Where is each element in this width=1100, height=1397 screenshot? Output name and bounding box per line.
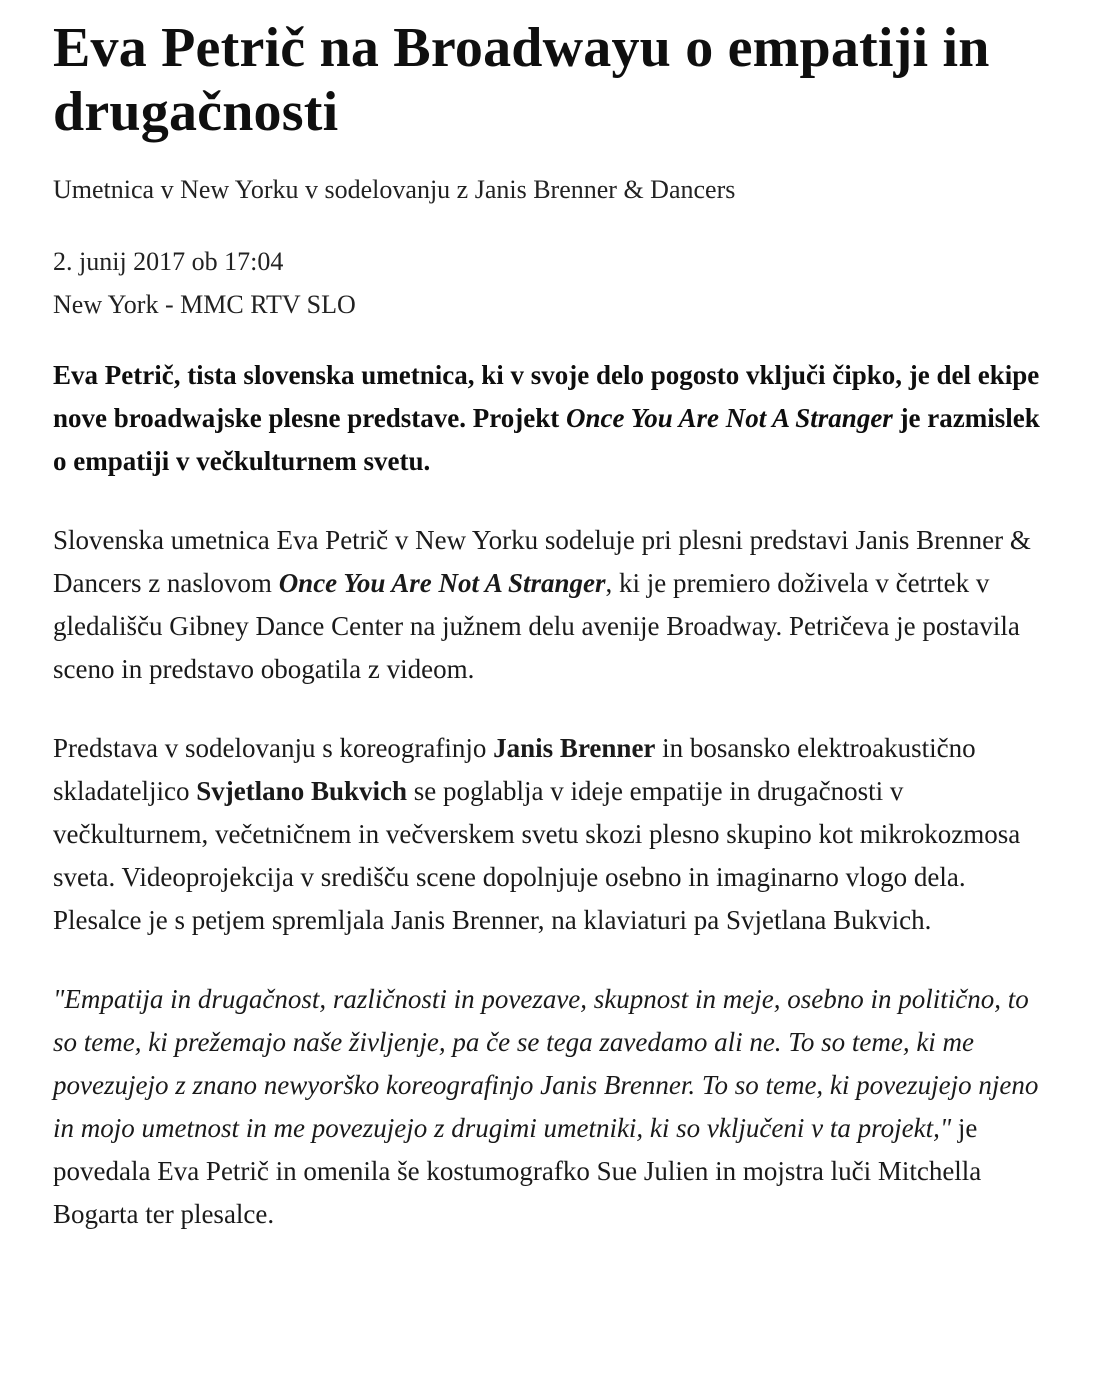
- composer-name: Svjetlano Bukvich: [196, 776, 407, 806]
- article-title: Eva Petrič na Broadwayu o empatiji in drugačnosti: [53, 17, 990, 143]
- article-paragraph-1: [53, 519, 1048, 691]
- article-lead: [53, 354, 1048, 483]
- paragraph-3-text: je povedala Eva Petrič in omenila še kostumografko Sue Julien in mojstra luči Mitchella Bogarta ter plesalce.: [53, 1113, 982, 1229]
- article-date: 2. junij 2017 ob 17:04: [53, 247, 284, 276]
- paragraph-1-show-title: Once You Are Not A Stranger: [278, 568, 606, 598]
- lead-show-title: Once You Are Not A Stranger: [566, 403, 893, 433]
- artist-quote: "Empatija in drugačnost, različnosti in povezave, skupnost in meje, osebno in politično, to so teme, ki prežemajo naše življenje, pa če se tega zavedamo ali ne. To so teme, ki me povezujejo z znano newyorško koreografinjo Janis Brenner. To so teme, ki povezujejo njeno in mojo umetnost in me povezujejo z drugimi umetniki, ki so vključeni v ta projekt,": [53, 984, 1039, 1143]
- paragraph-1-text-1: Slovenska umetnica Eva Petrič v New Yorku sodeluje pri plesni predstavi Janis Brenner & Dancers z naslovom: [53, 525, 1031, 598]
- lead-text-2: je razmislek o empatiji v večkulturnem svetu.: [53, 403, 1040, 476]
- article-source: New York - MMC RTV SLO: [53, 290, 356, 319]
- article-subtitle: Umetnica v New Yorku v sodelovanju z Janis Brenner & Dancers: [53, 175, 736, 204]
- paragraph-2-text-3: se poglablja v ideje empatije in drugačnosti v večkulturnem, večetničnem in večverskem svetu skozi plesno skupino kot mikrokozmosa sveta. Videoprojekcija v središču scene dopolnjuje osebno in imaginarno vlogo dela. Plesalce je s petjem spremljala Janis Brenner, na klaviaturi pa Svjetlana Bukvich.: [53, 776, 1021, 935]
- paragraph-2-text-2: in bosansko elektroakustično skladateljico: [53, 733, 976, 806]
- choreographer-name: Janis Brenner: [493, 733, 656, 763]
- paragraph-1-text-2: , ki je premiero doživela v četrtek v gledališču Gibney Dance Center na južnem delu avenije Broadway. Petričeva je postavila sceno in predstavo obogatila z videom.: [53, 568, 1020, 684]
- article-meta: [53, 240, 1048, 326]
- lead-text-1: Eva Petrič, tista slovenska umetnica, ki v svoje delo pogosto vključi čipko, je del ekipe nove broadwajske plesne predstave. Projekt: [53, 360, 1040, 433]
- paragraph-2-text-1: Predstava v sodelovanju s koreografinjo: [53, 733, 494, 763]
- article-paragraph-2: [53, 727, 1048, 942]
- article-paragraph-3: [53, 978, 1048, 1236]
